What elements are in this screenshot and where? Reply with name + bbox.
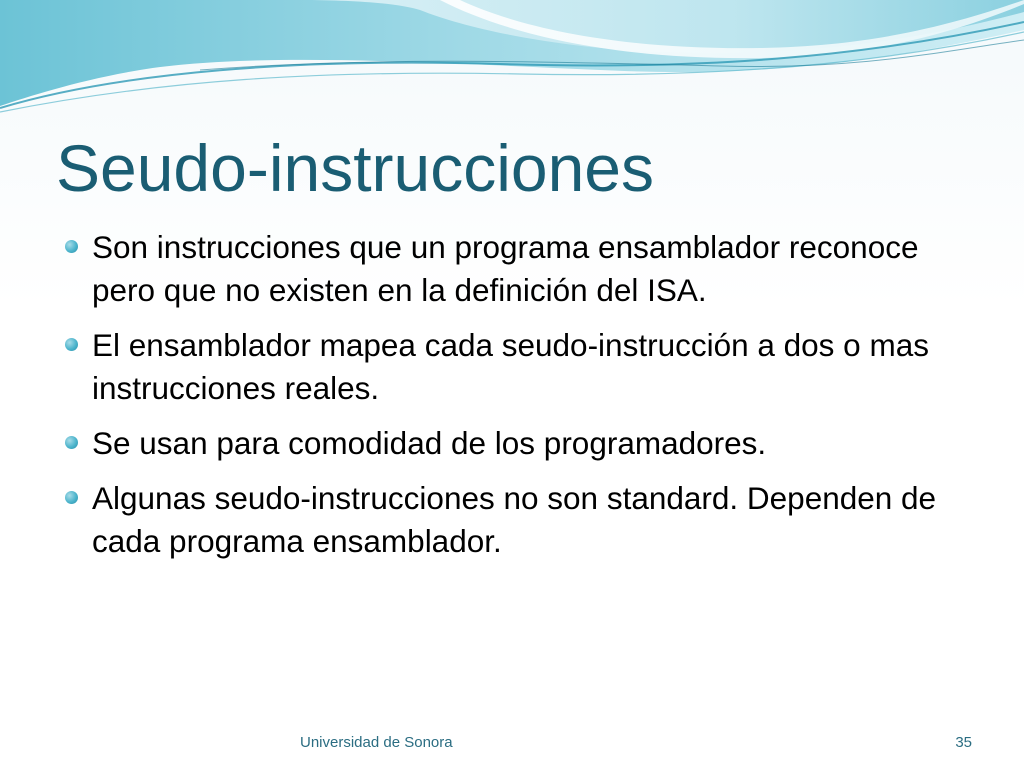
bullet-list: [92, 226, 972, 575]
bullet-icon: [65, 240, 78, 253]
footer-institution: Universidad de Sonora: [300, 734, 453, 751]
slide-title: Seudo-instrucciones: [56, 131, 654, 205]
bullet-item: [92, 226, 972, 312]
bullet-icon: [65, 436, 78, 449]
bullet-item: [92, 422, 972, 465]
bullet-item: [92, 477, 972, 563]
header-wave-decoration: [0, 0, 1024, 130]
slide-number: 35: [955, 734, 972, 751]
bullet-icon: [65, 491, 78, 504]
bullet-item: [92, 324, 972, 410]
bullet-text: El ensamblador mapea cada seudo-instrucción a dos o mas instrucciones reales.: [92, 327, 929, 406]
bullet-text: Se usan para comodidad de los programadores.: [92, 425, 767, 461]
bullet-icon: [65, 338, 78, 351]
bullet-text: Son instrucciones que un programa ensamblador reconoce pero que no existen en la definición del ISA.: [92, 229, 919, 308]
bullet-text: Algunas seudo-instrucciones no son standard. Dependen de cada programa ensamblador.: [92, 480, 937, 559]
